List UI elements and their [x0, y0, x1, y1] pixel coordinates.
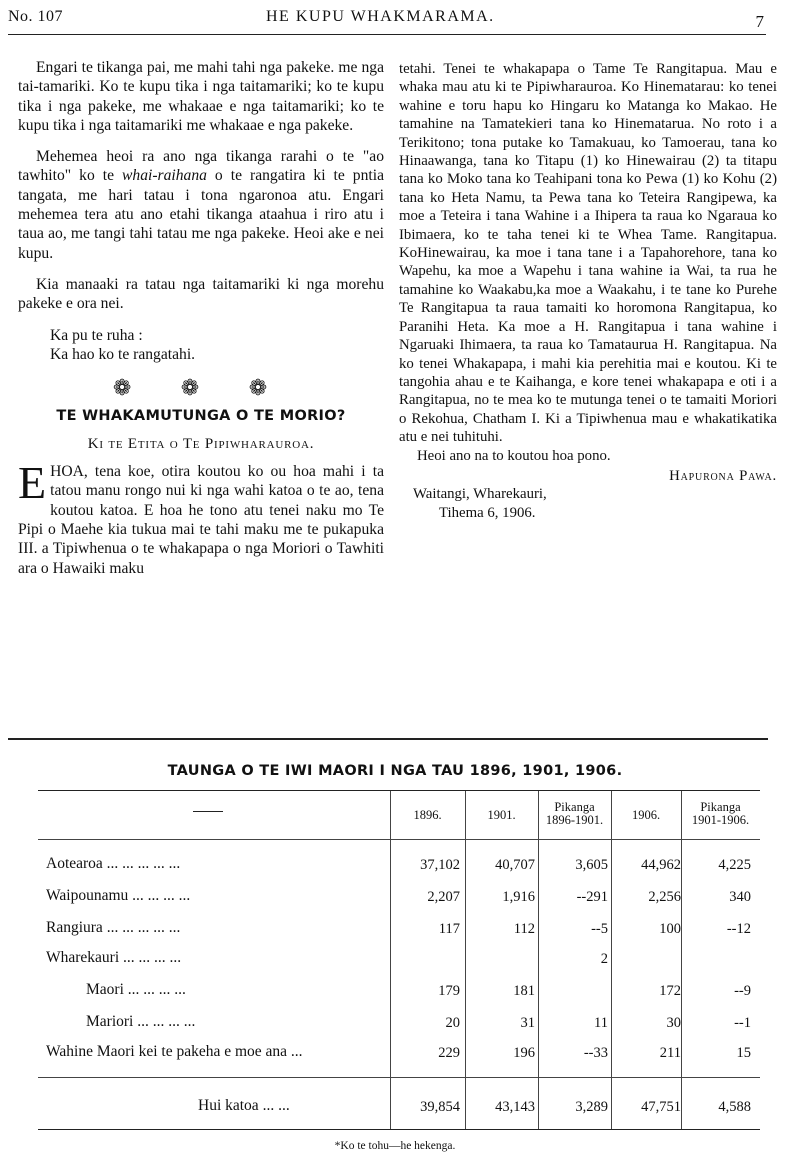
row-label: Wharekauri ... ... ... ...: [46, 949, 182, 966]
cell-1896: 2,207: [427, 889, 460, 905]
row-label: Rangiura ... ... ... ... ...: [46, 919, 181, 936]
row-label: Aotearoa ... ... ... ... ...: [46, 855, 181, 872]
cell-change-2: 340: [729, 889, 751, 905]
drop-cap: E: [18, 457, 47, 509]
empty-header-dash: [193, 811, 223, 812]
cell-1906: 2,256: [648, 889, 681, 905]
column-divider: [390, 791, 391, 1129]
population-table: [38, 790, 760, 1130]
cell-change-1: --5: [591, 921, 608, 937]
cell-change-1: --291: [576, 889, 608, 905]
total-change-1: 3,289: [575, 1099, 608, 1115]
row-label: Mariori ... ... ... ...: [86, 1013, 196, 1030]
header-text: 1901-1906.: [691, 813, 750, 827]
letter-opening: [18, 457, 384, 578]
proverb-line: Ka hao ko te rangatahi.: [50, 345, 196, 363]
total-1906: 47,751: [641, 1099, 681, 1115]
running-title: HE KUPU WHAKMARAMA.: [266, 8, 495, 25]
paragraph: Engari te tikanga pai, me mahi tahi nga pakeke. me nga tai-tamariki. Ko te kupu tika i nga taitamariki; ko te kupu tika i nga pakeke, me whakaae e nga taitamariki; ko te kupu tika i nga taitamariki me whakaae e nga pakeke.: [18, 59, 384, 134]
cell-change-1: 2: [600, 951, 608, 967]
cell-change-1: --33: [583, 1045, 608, 1061]
letter-text: HOA, tena koe, otira koutou ko ou hoa mahi i ta tatou manu rongo nui ki nga wahi katoa o te ao, tena koutou katoa. E hoa he tono atu tenei naku mo Te Pipi o Maehe kia tukua mai te tahi maku me te pukapuka III. a Tipiwhenua o te whakapapa o nga Moriori o Tawhiti ara o Hawaiki maku: [18, 463, 384, 577]
cell-1901: 112: [513, 921, 535, 937]
cell-1906: 30: [666, 1015, 681, 1031]
cell-1896: 117: [438, 921, 460, 937]
paragraph: Kia manaaki ra tatau nga taitamariki ki nga morehu pakeke e ora nei.: [18, 275, 384, 313]
header-1906: 1906.: [631, 808, 661, 822]
cell-change-2: --12: [726, 921, 751, 937]
page-header: [8, 8, 766, 35]
paragraph-text: o te rangatira ki te pntia tangata, me hari tatau i tona ngaronoa atu. Engari mehemea tera atu ano etahi tikanga ataahua i riro atu i taua ao, me tangi tahi tatau me nga pakeke. Heoi ake e nei kupu.: [18, 167, 384, 262]
header-change-1901-1906: [681, 801, 760, 827]
letter-continuation: tetahi. Tenei te whakapapa o Tame Te Rangitapua. Mau e whaka mau atu ki te Pipiwharauroa. Ko Hinematarau: ko tenei wahine e toru hapu ko Hingaru ko Matanga ko Makao. He tamahine na Tamatekieri tana ko Hinematarua. No roto i a Terikitono; tona putake ko Tamakuau, ko Tamoerau, tana ko Hinaawanga, tana ko Titapu (1) ko Hinewairau (2) ta titapu tana ko Moko tana ko Teahipani tona ko Pewa (1) ko Kohu (2) tana ko Heta Namu, ta Pewa tana ko Teteira Rangipewa, ka moe a Teteira i tana Wahine i a Ihipera ta raua ko Ngaraua ko Ibimaera, ko te taha tenei ki te Whea Tame. Rangitapua. KoHinewairau, ka moe i tana tane i a Tapahorehore, tana ko Wapehu, ka moe a Wapehu i tana wahine ia Wai, ta rua he tamahine ko Waakabu,ka moe a Waakahu, i te tane ko Purehe Te Rangitapua ta raua tamaiti ko horomona Rangitapua, ko Paranihi Heta. Ka moe a H. Rangitapua i tana wahine i Ngaruaki Ihimaera, ta raua ko Tamataurua H. Rangitapua. Na ko tenei Whakapapa, i mahi kia perehitia mai e koutou. Ki te tangohia ahau e te Kaihanga, e kore tenei whakapapa e oti i a Rangitapua, no te mea ko te mutunga tenei o te tamaiti Moriori o Rekohua, Chatham I. Ki a Tipiwhenua mau e whakatikatika atu e nei tuhituhi.: [399, 61, 777, 446]
row-label: Wahine Maori kei te pakeha e moe ana ...: [46, 1043, 303, 1060]
cell-change-1: 3,605: [575, 857, 608, 873]
cell-1896: 229: [438, 1045, 460, 1061]
cell-1906: 172: [659, 983, 681, 999]
header-change-1896-1901: [538, 801, 611, 827]
ornament-divider: ❁ ❁ ❁: [112, 375, 290, 401]
column-divider: [465, 791, 466, 1129]
total-1901: 43,143: [495, 1099, 535, 1115]
header-1901: 1901.: [487, 808, 516, 822]
cell-change-2: --9: [734, 983, 751, 999]
cell-1901: 40,707: [495, 857, 535, 873]
cell-1896: 20: [445, 1015, 460, 1031]
cell-1906: 100: [659, 921, 681, 937]
closing-line: Heoi ano na to koutou hoa pono.: [417, 447, 611, 464]
section-divider: [8, 738, 768, 740]
row-label: Maori ... ... ... ...: [86, 981, 186, 998]
total-divider: [38, 1077, 760, 1078]
cell-change-2: 15: [736, 1045, 751, 1061]
cell-1901: 1,916: [502, 889, 535, 905]
table-footnote: *Ko te tohu—he hekenga.: [334, 1140, 456, 1152]
letter-place: Waitangi, Wharekauri,: [413, 486, 547, 503]
signature: Hapurona Pawa.: [669, 467, 777, 484]
cell-1906: 44,962: [641, 857, 681, 873]
total-label: Hui katoa ... ...: [198, 1097, 290, 1114]
total-1896: 39,854: [420, 1099, 460, 1115]
column-divider: [681, 791, 682, 1129]
issue-number: No. 107: [8, 8, 64, 25]
paragraph: [18, 147, 384, 263]
letter-date: Tihema 6, 1906.: [439, 504, 536, 521]
cell-1896: 179: [438, 983, 460, 999]
article-title: TE WHAKAMUTUNGA O TE MORIO?: [56, 408, 346, 425]
header-1896: 1896.: [413, 808, 442, 822]
emphasis: whai-raihana: [122, 167, 207, 185]
total-change-2: 4,588: [718, 1099, 751, 1115]
paragraph-text: Mehemea heoi ra ano nga tikanga rarahi o te "ao tawhito" ko te: [18, 148, 384, 185]
cell-change-1: 11: [594, 1015, 608, 1031]
header-divider: [38, 839, 760, 840]
header-text: Pikanga: [700, 800, 741, 814]
row-label: Waipounamu ... ... ... ...: [46, 887, 191, 904]
page-number: 7: [755, 12, 764, 31]
cell-change-2: 4,225: [718, 857, 751, 873]
column-divider: [611, 791, 612, 1129]
cell-change-2: --1: [734, 1015, 751, 1031]
cell-1896: 37,102: [420, 857, 460, 873]
header-text: Pikanga: [554, 800, 595, 814]
cell-1901: 31: [520, 1015, 535, 1031]
proverb-line: Ka pu te ruha :: [50, 326, 143, 344]
cell-1901: 196: [513, 1045, 535, 1061]
article-subtitle: Ki te Etita o Te Pipiwharauroa.: [87, 435, 315, 452]
header-text: 1896-1901.: [545, 813, 604, 827]
table-title: TAUNGA O TE IWI MAORI I NGA TAU 1896, 1901, 1906.: [167, 763, 623, 779]
right-column: [399, 60, 777, 522]
cell-1901: 181: [513, 983, 535, 999]
cell-1906: 211: [659, 1045, 681, 1061]
left-column: [18, 58, 384, 578]
